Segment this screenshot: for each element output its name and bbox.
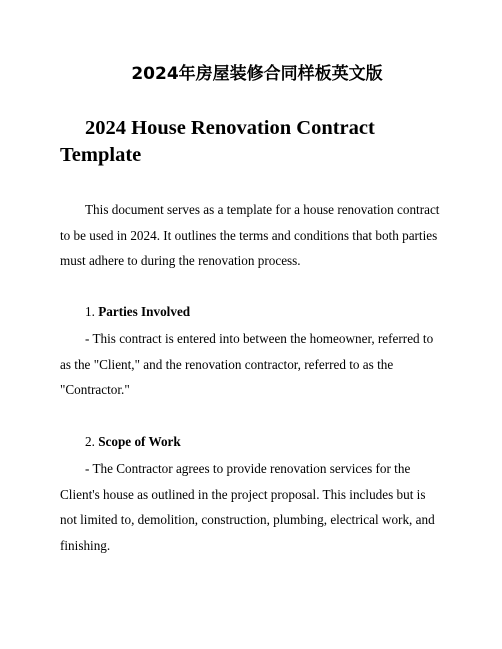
section-body-parties: - This contract is entered into between the homeowner, referred to as the "Client," and the renovation contractor, referred to as the "Contractor." <box>60 331 434 397</box>
section-title: Parties Involved <box>98 304 191 319</box>
section-title: Scope of Work <box>98 434 181 449</box>
document-heading: 2024 House Renovation Contract Template <box>60 117 375 166</box>
document-title-chinese: 2024年房屋装修合同样板英文版 <box>131 64 383 84</box>
section-heading-scope <box>85 432 181 452</box>
intro-paragraph: This document serves as a template for a house renovation contract to be used in 2024. It outlines the terms and conditions that both parties must adhere to during the renovation process. <box>60 202 440 268</box>
section-heading-parties <box>85 302 190 322</box>
section-body-scope: - The Contractor agrees to provide renovation services for the Client's house as outlined in the project proposal. This includes but is not limited to, demolition, construction, plumbing, electrical work, and finishing. <box>60 461 435 553</box>
section-number: 2. <box>85 434 95 449</box>
section-number: 1. <box>85 304 95 319</box>
